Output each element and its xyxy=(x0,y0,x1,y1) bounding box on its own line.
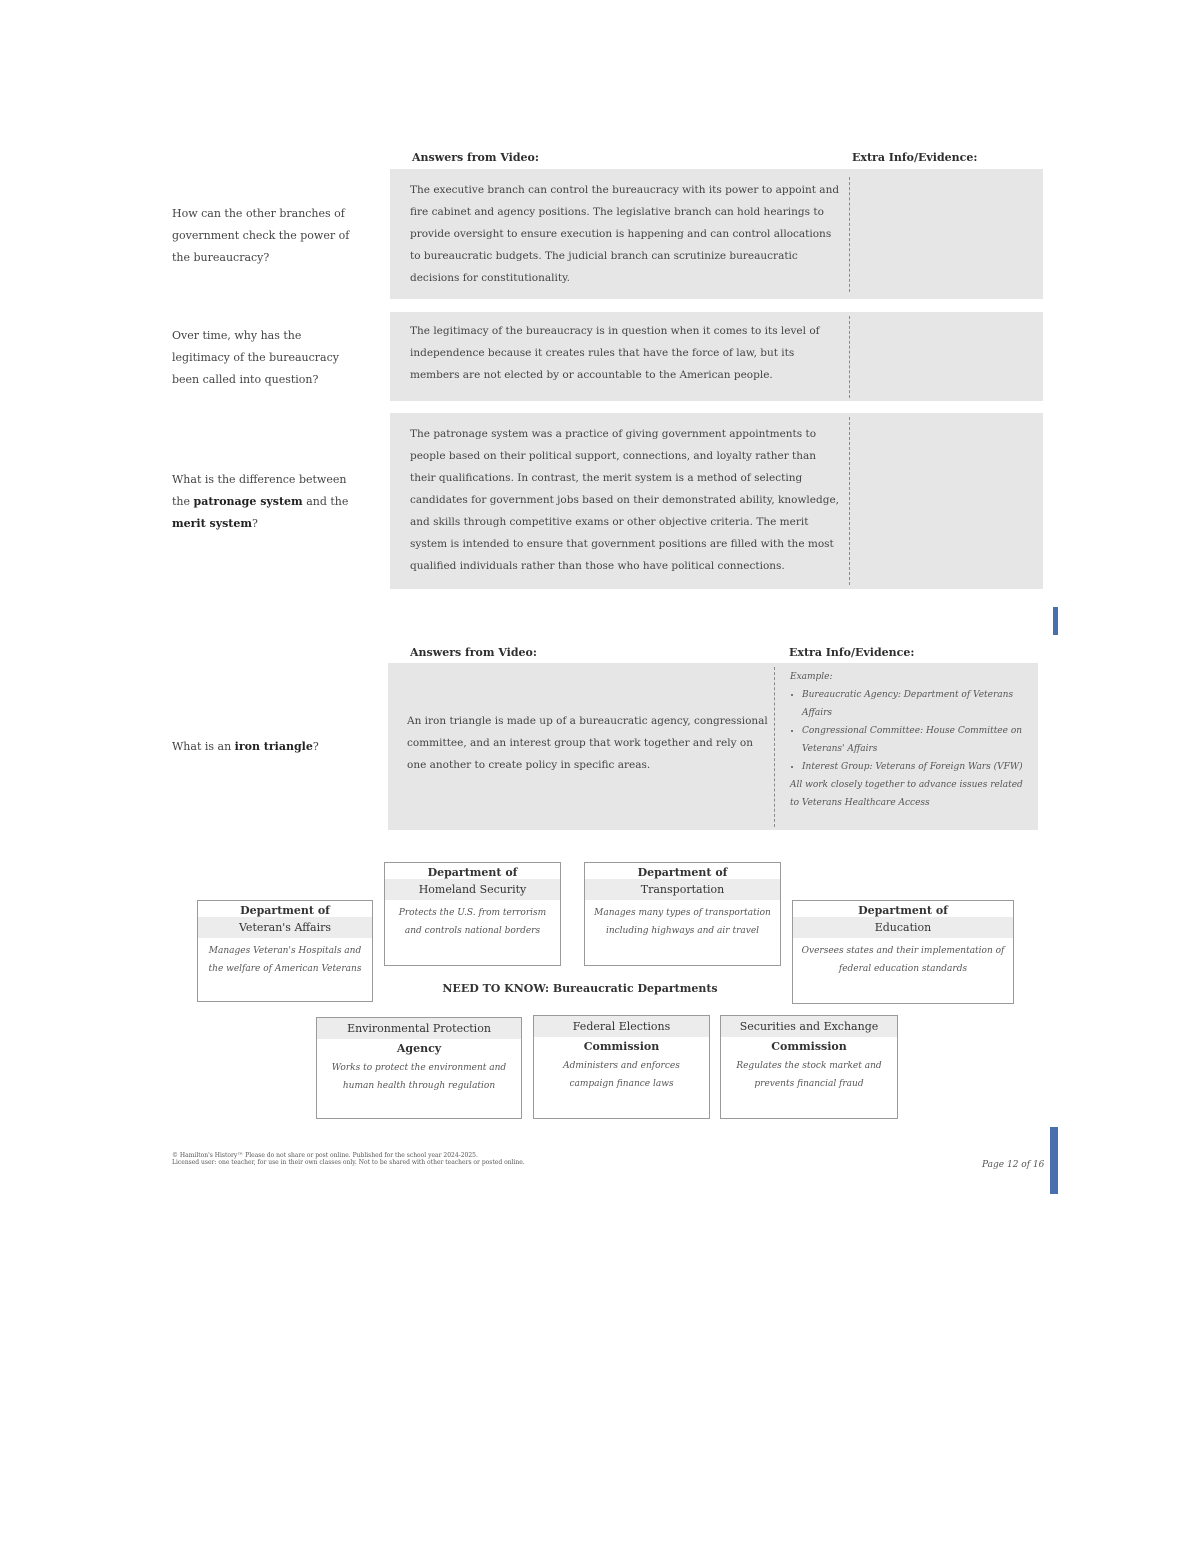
dept-name-line2: Agency xyxy=(396,1042,442,1055)
dept-description: Oversees states and their implementation of federal education standards xyxy=(801,946,1005,974)
column-divider xyxy=(774,667,775,827)
term-merit: merit system xyxy=(172,517,253,530)
footer-copyright xyxy=(172,1152,772,1166)
page-edge-marker xyxy=(1050,1127,1058,1194)
question-iron-triangle xyxy=(172,736,362,758)
example-item: • Bureaucratic Agency: Department of Veterans Affairs xyxy=(802,686,1034,722)
dept-transportation xyxy=(584,862,781,966)
answer-text-patronage: The patronage system was a practice of giving government appointments to people based on their political support, connections, and loyalty rather than their qualifications. In contrast, the merit system is a method of selecting candidates for government jobs based on their demonstrated ability, knowledge, and skills through competitive exams or other objective criteria. The merit system is intended to ensure that government positions are filled with the most qualified individuals rather than those who have political connections. xyxy=(410,428,839,572)
dept-name-line1: Department of xyxy=(240,904,330,917)
dept-homeland-security xyxy=(384,862,561,966)
dept-name-line1: Department of xyxy=(427,866,518,879)
question-checks: How can the other branches of government check the power of the bureaucracy? xyxy=(172,207,350,264)
answer-text-legitimacy: The legitimacy of the bureaucracy is in question when it comes to its level of independence because it creates rules that have the force of law, but its members are not elected by or accountable to the American people. xyxy=(410,325,820,381)
dept-description: Protects the U.S. from terrorism and controls national borders xyxy=(398,908,547,936)
example-intro: Example: xyxy=(790,672,833,682)
dept-veterans-affairs xyxy=(197,900,373,1002)
answers-header: Answers from Video: xyxy=(412,151,539,164)
question-legitimacy: Over time, why has the legitimacy of the bureaucracy been called into question? xyxy=(172,329,339,386)
dept-description: Regulates the stock market and prevents financial fraud xyxy=(736,1061,882,1089)
extra-info-example xyxy=(790,668,1034,812)
column-divider xyxy=(849,417,850,585)
example-item: • Congressional Committee: House Committee on Veterans' Affairs xyxy=(802,722,1034,758)
dept-name-line2: Transportation xyxy=(585,879,780,900)
footer-line1: © Hamilton's History™ Please do not share or post online. Published for the school year 2024-2025. xyxy=(172,1152,478,1159)
dept-name-line1: Federal Elections xyxy=(534,1016,709,1037)
dept-name-line2: Commission xyxy=(583,1040,660,1053)
question-pre: What is an xyxy=(172,740,235,753)
column-divider xyxy=(849,177,850,292)
extra-info-header: Extra Info/Evidence: xyxy=(852,151,978,164)
page-number: Page 12 of 16 xyxy=(982,1160,1045,1170)
dept-name-line1: Department of xyxy=(858,904,948,917)
dept-name-line2: Commission xyxy=(771,1040,847,1053)
answer-text-iron-triangle: An iron triangle is made up of a bureaucratic agency, congressional committee, and an interest group that work together and rely on one another to create policy in specific areas. xyxy=(407,715,768,771)
dept-epa xyxy=(316,1017,522,1119)
question-post: ? xyxy=(312,740,319,753)
page-edge-marker xyxy=(1053,607,1058,635)
extra-info-header-2: Extra Info/Evidence: xyxy=(789,646,915,659)
dept-fec xyxy=(533,1015,710,1119)
dept-name-line2: Education xyxy=(793,917,1013,938)
dept-sec xyxy=(720,1015,898,1119)
dept-name-line2: Homeland Security xyxy=(385,879,560,900)
dept-description: Manages many types of transportation including highways and air travel xyxy=(594,908,771,936)
answers-header-2: Answers from Video: xyxy=(410,646,537,659)
dept-name-line1: Environmental Protection xyxy=(317,1018,521,1039)
answer-box-patronage xyxy=(390,413,1043,589)
answer-box-iron-triangle xyxy=(388,663,1038,830)
answer-text-checks: The executive branch can control the bureaucracy with its power to appoint and fire cabinet and agency positions. The legislative branch can hold hearings to provide oversight to ensure execution is happening and can control allocations to bureaucratic budgets. The judicial branch can scrutinize bureaucratic decisions for constitutionality. xyxy=(410,184,840,284)
question-pre: What is the difference between the xyxy=(172,473,347,508)
example-conclusion: All work closely together to advance issues related to Veterans Healthcare Access xyxy=(790,780,1023,808)
term-iron-triangle: iron triangle xyxy=(234,740,313,753)
answer-box-legitimacy xyxy=(390,312,1043,401)
dept-description: Administers and enforces campaign finance laws xyxy=(563,1061,680,1089)
dept-description: Manages Veteran's Hospitals and the welfare of American Veterans xyxy=(208,946,362,974)
column-divider xyxy=(849,316,850,398)
dept-education xyxy=(792,900,1014,1004)
dept-description: Works to protect the environment and human health through regulation xyxy=(331,1063,507,1091)
question-post: ? xyxy=(252,517,258,530)
example-item: • Interest Group: Veterans of Foreign Wars (VFW) xyxy=(802,758,1034,776)
dept-name-line2: Veteran's Affairs xyxy=(198,917,372,938)
footer-line2: Licensed user: one teacher, for use in their own classes only. Not to be shared with other teachers or posted online. xyxy=(172,1159,525,1166)
term-patronage: patronage system xyxy=(193,495,303,508)
question-mid: and the xyxy=(302,495,349,508)
dept-name-line1: Securities and Exchange xyxy=(721,1016,897,1037)
question-patronage-merit xyxy=(172,469,352,535)
diagram-title: NEED TO KNOW: Bureaucratic Departments xyxy=(442,982,718,995)
example-list xyxy=(790,686,1034,776)
answer-box-checks xyxy=(390,169,1043,299)
dept-name-line1: Department of xyxy=(637,866,728,879)
